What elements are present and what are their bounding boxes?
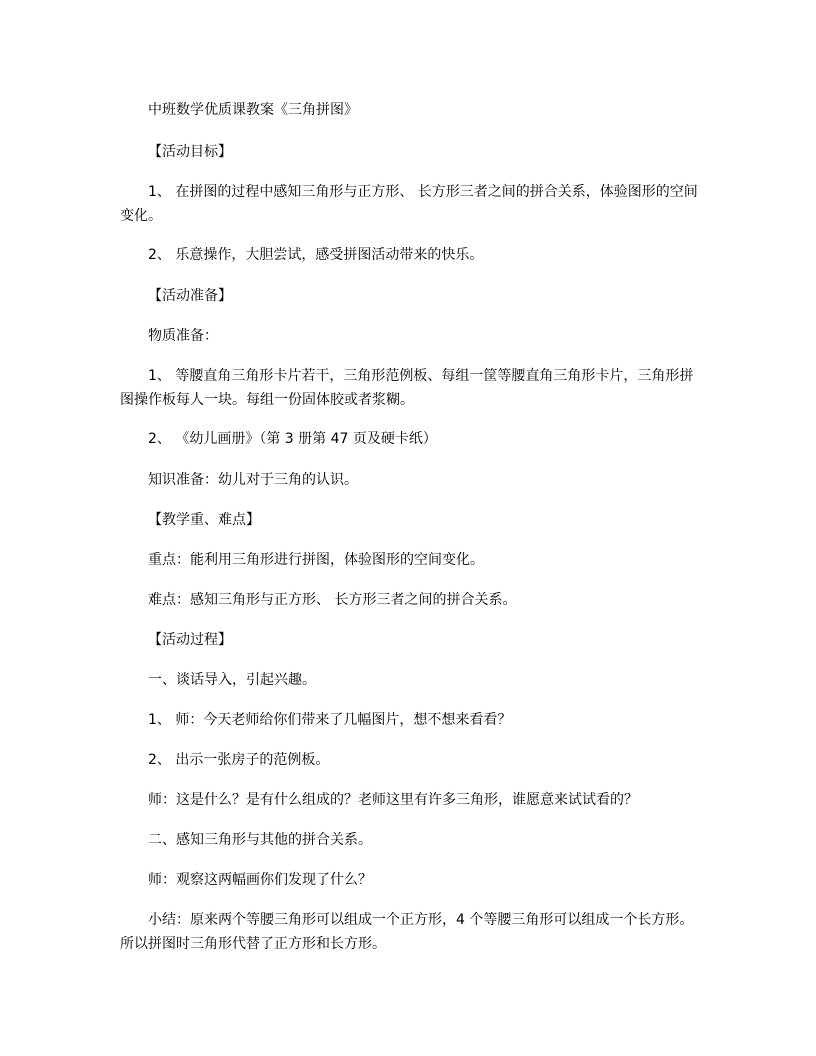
prep-1-line-1: 1、 等腰直角三角形卡片若干，三角形范例板、每组一筐等腰直角三角形卡片，三角形拼 [148,368,694,384]
material-prep-label: 物质准备： [148,328,218,344]
goal-2: 2、 乐意操作，大胆尝试，感受拼图活动带来的快乐。 [148,247,484,263]
teacher-question-1: 师：这是什么？是有什么组成的？老师这里有许多三角形，谁愿意来试试看的？ [148,792,638,808]
heading-activity-process: 【活动过程】 [148,632,232,648]
key-point: 重点：能利用三角形进行拼图，体验图形的空间变化。 [148,552,484,568]
summary-line-2: 所以拼图时三角形代替了正方形和长方形。 [120,936,386,952]
step-2: 二、感知三角形与其他的拼合关系。 [148,832,372,848]
step-1-2: 2、 出示一张房子的范例板。 [148,752,330,768]
knowledge-prep: 知识准备：幼儿对于三角的认识。 [148,472,358,488]
document-title: 中班数学优质课教案《三角拼图》 [148,102,358,118]
heading-key-points: 【教学重、难点】 [148,512,260,528]
teacher-question-2: 师：观察这两幅画你们发现了什么？ [148,872,372,888]
heading-activity-prep: 【活动准备】 [148,288,232,304]
goal-1-line-2: 变化。 [120,208,162,224]
step-1-1: 1、 师：今天老师给你们带来了几幅图片，想不想来看看？ [148,712,512,728]
step-1: 一、谈话导入，引起兴趣。 [148,672,316,688]
prep-1-line-2: 图操作板每人一块。每组一份固体胶或者浆糊。 [120,392,414,408]
summary-line-1: 小结：原来两个等腰三角形可以组成一个正方形，4 个等腰三角形可以组成一个长方形。 [148,912,694,928]
difficult-point: 难点：感知三角形与正方形、 长方形三者之间的拼合关系。 [148,592,517,608]
prep-2: 2、 《幼儿画册》（第 3 册第 47 页及硬卡纸） [148,431,437,447]
heading-activity-goals: 【活动目标】 [148,144,232,160]
goal-1-line-1: 1、 在拼图的过程中感知三角形与正方形、 长方形三者之间的拼合关系，体验图形的空间 [148,184,698,200]
